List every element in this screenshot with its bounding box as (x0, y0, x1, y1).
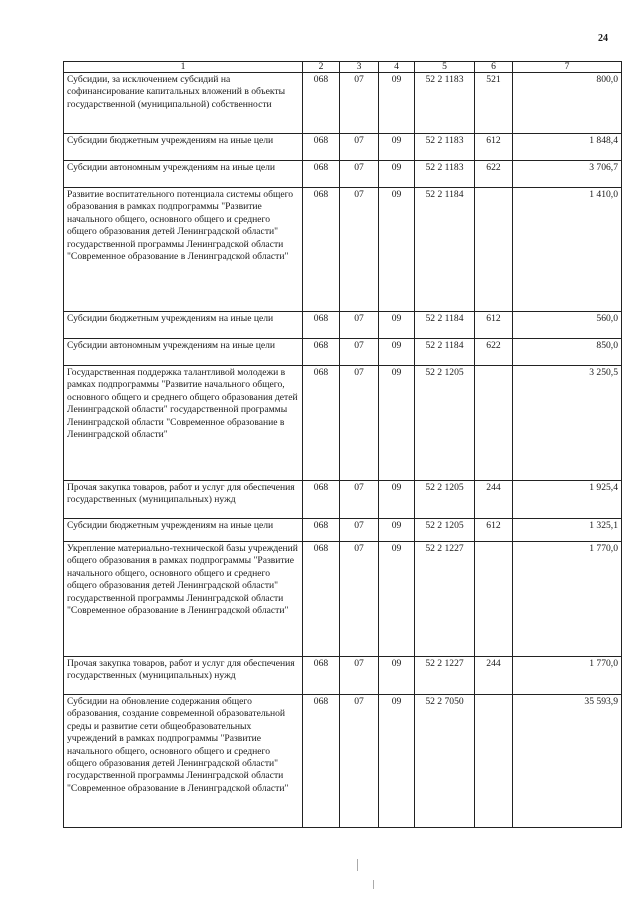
table-row (64, 657, 622, 695)
ministry-code: 068 (303, 312, 340, 339)
table-row (64, 73, 622, 134)
section-code: 07 (340, 134, 379, 161)
subsection-code: 09 (379, 161, 415, 188)
ministry-code: 068 (303, 339, 340, 366)
header-cell: 5 (415, 62, 475, 73)
target-article-code: 52 2 1183 (415, 134, 475, 161)
amount: 800,0 (513, 73, 622, 134)
expense-type-code: 622 (475, 339, 513, 366)
amount: 1 770,0 (513, 657, 622, 695)
scan-artifact (373, 880, 374, 889)
header-cell: 1 (64, 62, 303, 73)
row-description: Развитие воспитательного потенциала системы общего образования в рамках подпрограммы "Развитие начального общего, основного общего и среднего общего образования детей Ленинградской области" государственной программы Ленинградской области "Современное образование в Ленинградской области" (64, 188, 303, 312)
table-row (64, 339, 622, 366)
subsection-code: 09 (379, 366, 415, 481)
row-description: Субсидии автономным учреждениям на иные цели (64, 161, 303, 188)
header-cell: 3 (340, 62, 379, 73)
section-code: 07 (340, 188, 379, 312)
row-description: Субсидии, за исключением субсидий на софинансирование капитальных вложений в объекты государственной (муниципальной) собственности (64, 73, 303, 134)
ministry-code: 068 (303, 481, 340, 519)
row-description: Субсидии автономным учреждениям на иные цели (64, 339, 303, 366)
subsection-code: 09 (379, 339, 415, 366)
row-description: Субсидии на обновление содержания общего образования, создание современной образовательной среды и развитие сети общеобразовательных учреждений в рамках подпрограммы "Развитие начального общего, основного общего и среднего общего образования детей Ленинградской области" государственной программы Ленинградской области "Современное образование в Ленинградской области" (64, 695, 303, 828)
subsection-code: 09 (379, 695, 415, 828)
section-code: 07 (340, 339, 379, 366)
row-description: Субсидии бюджетным учреждениям на иные цели (64, 519, 303, 542)
ministry-code: 068 (303, 542, 340, 657)
expense-type-code (475, 542, 513, 657)
target-article-code: 52 2 1184 (415, 188, 475, 312)
section-code: 07 (340, 312, 379, 339)
target-article-code: 52 2 1183 (415, 73, 475, 134)
amount: 3 706,7 (513, 161, 622, 188)
ministry-code: 068 (303, 161, 340, 188)
header-cell: 2 (303, 62, 340, 73)
expense-type-code (475, 188, 513, 312)
target-article-code: 52 2 1183 (415, 161, 475, 188)
amount: 1 925,4 (513, 481, 622, 519)
subsection-code: 09 (379, 542, 415, 657)
page-number: 24 (598, 33, 608, 44)
section-code: 07 (340, 657, 379, 695)
table-row (64, 161, 622, 188)
table-row (64, 188, 622, 312)
amount: 1 325,1 (513, 519, 622, 542)
subsection-code: 09 (379, 481, 415, 519)
section-code: 07 (340, 542, 379, 657)
subsection-code: 09 (379, 312, 415, 339)
expense-type-code: 612 (475, 312, 513, 339)
ministry-code: 068 (303, 366, 340, 481)
amount: 35 593,9 (513, 695, 622, 828)
row-description: Укрепление материально-технической базы учреждений общего образования в рамках подпрограммы "Развитие начального общего, основного общего и среднего общего образования детей Ленинградской области" государственной программы Ленинградской области "Современное образование в Ленинградской области" (64, 542, 303, 657)
header-cell: 4 (379, 62, 415, 73)
table-row (64, 695, 622, 828)
target-article-code: 52 2 1205 (415, 366, 475, 481)
expense-type-code: 622 (475, 161, 513, 188)
subsection-code: 09 (379, 188, 415, 312)
ministry-code: 068 (303, 695, 340, 828)
amount: 850,0 (513, 339, 622, 366)
expense-type-code: 612 (475, 134, 513, 161)
target-article-code: 52 2 1184 (415, 339, 475, 366)
expense-type-code (475, 695, 513, 828)
row-description: Субсидии бюджетным учреждениям на иные цели (64, 134, 303, 161)
row-description: Прочая закупка товаров, работ и услуг для обеспечения государственных (муниципальных) нужд (64, 481, 303, 519)
expense-type-code: 521 (475, 73, 513, 134)
section-code: 07 (340, 366, 379, 481)
table-row (64, 134, 622, 161)
section-code: 07 (340, 161, 379, 188)
subsection-code: 09 (379, 519, 415, 542)
amount: 1 770,0 (513, 542, 622, 657)
table-row (64, 519, 622, 542)
target-article-code: 52 2 1227 (415, 657, 475, 695)
section-code: 07 (340, 519, 379, 542)
row-description: Субсидии бюджетным учреждениям на иные цели (64, 312, 303, 339)
row-description: Государственная поддержка талантливой молодежи в рамках подпрограммы "Развитие начального общего, основного общего и среднего общего образования детей Ленинградской области" государственной программы Ленинградской области "Современное образование в Ленинградской области" (64, 366, 303, 481)
budget-table (63, 61, 622, 828)
header-cell: 6 (475, 62, 513, 73)
expense-type-code: 244 (475, 481, 513, 519)
target-article-code: 52 2 1205 (415, 481, 475, 519)
subsection-code: 09 (379, 134, 415, 161)
section-code: 07 (340, 73, 379, 134)
table-row (64, 312, 622, 339)
target-article-code: 52 2 1184 (415, 312, 475, 339)
scan-artifact (357, 859, 358, 871)
section-code: 07 (340, 481, 379, 519)
ministry-code: 068 (303, 657, 340, 695)
section-code: 07 (340, 695, 379, 828)
target-article-code: 52 2 7050 (415, 695, 475, 828)
amount: 560,0 (513, 312, 622, 339)
header-row (64, 62, 622, 73)
target-article-code: 52 2 1227 (415, 542, 475, 657)
expense-type-code: 612 (475, 519, 513, 542)
target-article-code: 52 2 1205 (415, 519, 475, 542)
row-description: Прочая закупка товаров, работ и услуг для обеспечения государственных (муниципальных) нужд (64, 657, 303, 695)
table-row (64, 481, 622, 519)
subsection-code: 09 (379, 73, 415, 134)
ministry-code: 068 (303, 73, 340, 134)
amount: 3 250,5 (513, 366, 622, 481)
expense-type-code (475, 366, 513, 481)
header-cell: 7 (513, 62, 622, 73)
table-row (64, 366, 622, 481)
subsection-code: 09 (379, 657, 415, 695)
ministry-code: 068 (303, 134, 340, 161)
ministry-code: 068 (303, 188, 340, 312)
table-row (64, 542, 622, 657)
ministry-code: 068 (303, 519, 340, 542)
amount: 1 410,0 (513, 188, 622, 312)
amount: 1 848,4 (513, 134, 622, 161)
expense-type-code: 244 (475, 657, 513, 695)
